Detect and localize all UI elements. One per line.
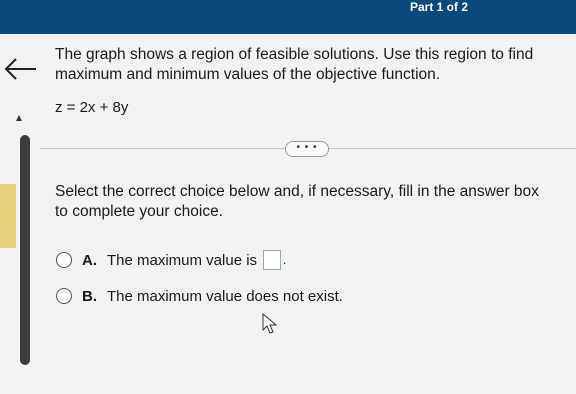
highlight-tab [0,184,16,248]
choice-b-text: The maximum value does not exist. [107,287,343,305]
back-arrow-icon[interactable] [2,56,38,82]
more-button[interactable]: • • • [285,141,329,157]
mouse-cursor-icon [262,313,278,335]
choice-b[interactable] [56,285,343,307]
radio-button-a[interactable] [56,252,72,268]
choice-a-letter: A. [82,251,97,269]
instructions-text: Select the correct choice below and, if necessary, fill in the answer box to complete your choice. [55,183,539,220]
scroll-bar[interactable] [20,135,30,365]
choice-b-letter: B. [82,287,97,305]
collapse-triangle-icon[interactable] [15,114,23,122]
choice-a-suffix: . [283,253,287,267]
question-text: The graph shows a region of feasible solutions. Use this region to find maximum and minimum values of the objective function. [55,46,534,83]
part-indicator: Part 1 of 2 [409,0,468,14]
objective-function: z = 2x + 8y [55,99,129,116]
choice-a-text: The maximum value is [107,251,258,269]
choice-a[interactable] [56,249,286,271]
top-bar [0,0,576,34]
radio-button-b[interactable] [56,288,72,304]
answer-input-box[interactable] [263,250,281,270]
